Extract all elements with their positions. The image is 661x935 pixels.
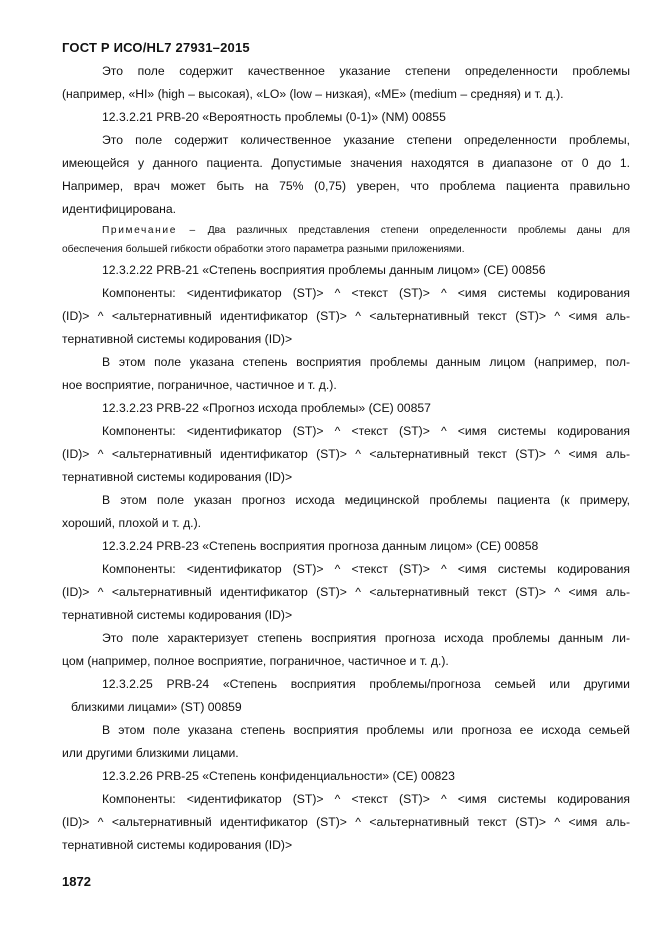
text-line: хороший, плохой и т. д.). — [62, 516, 202, 530]
text-line: 12.3.2.26 PRB-25 «Степень конфиденциальности» (CE) 00823 — [102, 769, 455, 783]
text-line: 12.3.2.25 PRB-24 «Степень восприятия проблемы/прогноза семьей или другими — [102, 677, 630, 691]
text-line: Это поле содержит количественное указание степени определенности проблемы, — [102, 133, 630, 147]
document-header: ГОСТ Р ИСО/HL7 27931–2015 — [62, 40, 250, 55]
text-line: тернативной системы кодирования (ID)> — [62, 470, 293, 484]
text-line: (ID)> ^ <альтернативный идентификатор (ST)> ^ <альтернативный текст (ST)> ^ <имя аль- — [62, 309, 630, 323]
note-text: Два различных представления степени определенности проблемы даны для — [207, 225, 630, 236]
text-line: или другими близкими лицами. — [62, 746, 239, 760]
text-line: Это поле характеризует степень восприятия прогноза исхода проблемы данным ли- — [102, 631, 630, 645]
text-line: (ID)> ^ <альтернативный идентификатор (ST)> ^ <альтернативный текст (ST)> ^ <имя аль- — [62, 815, 630, 829]
text-line: 12.3.2.21 PRB-20 «Вероятность проблемы (0-1)» (NM) 00855 — [102, 110, 446, 124]
text-line: 12.3.2.24 PRB-23 «Степень восприятия прогноза данным лицом» (CE) 00858 — [102, 539, 539, 553]
text-line: идентифицирована. — [62, 202, 177, 216]
text-line: цом (например, полное восприятие, пограничное, частичное и т. д.). — [62, 654, 449, 668]
page-number: 1872 — [62, 874, 91, 889]
text-line: В этом поле указан прогноз исхода медицинской проблемы пациента (к примеру, — [102, 493, 630, 507]
text-line: тернативной системы кодирования (ID)> — [62, 838, 293, 852]
text-line: Компоненты: <идентификатор (ST)> ^ <текст (ST)> ^ <имя системы кодирования — [102, 424, 630, 438]
text-line: Например, врач может быть на 75% (0,75) уверен, что проблема пациента правильно — [62, 179, 630, 193]
text-line: обеспечения большей гибкости обработки этого параметра разными приложениями. — [62, 244, 465, 255]
text-line: (например, «HI» (high – высокая), «LO» (low – низкая), «ME» (medium – средняя) и т. д.). — [62, 87, 564, 101]
text-line: близкими лицами» (ST) 00859 — [71, 700, 242, 714]
text-line: тернативной системы кодирования (ID)> — [62, 332, 293, 346]
text-line: Это поле содержит качественное указание степени определенности проблемы — [102, 64, 630, 78]
text-line: Компоненты: <идентификатор (ST)> ^ <текст (ST)> ^ <имя системы кодирования — [102, 286, 630, 300]
text-line: В этом поле указана степень восприятия проблемы или прогноза ее исхода семьей — [102, 723, 630, 737]
text-line: Компоненты: <идентификатор (ST)> ^ <текст (ST)> ^ <имя системы кодирования — [102, 562, 630, 576]
text-line: имеющейся у данного пациента. Допустимые значения находятся в диапазоне от 0 до 1. — [62, 156, 630, 170]
note-line — [62, 221, 630, 240]
text-line: В этом поле указана степень восприятия проблемы данным лицом (например, пол- — [102, 355, 630, 369]
text-line: (ID)> ^ <альтернативный идентификатор (ST)> ^ <альтернативный текст (ST)> ^ <имя аль- — [62, 447, 630, 461]
text-line: ное восприятие, пограничное, частичное и т. д.). — [62, 378, 337, 392]
document-body — [62, 60, 630, 857]
note-label: Примечание – — [102, 225, 197, 236]
text-line: 12.3.2.23 PRB-22 «Прогноз исхода проблемы» (CE) 00857 — [102, 401, 431, 415]
text-line: 12.3.2.22 PRB-21 «Степень восприятия проблемы данным лицом» (CE) 00856 — [102, 263, 546, 277]
text-line: (ID)> ^ <альтернативный идентификатор (ST)> ^ <альтернативный текст (ST)> ^ <имя аль- — [62, 585, 630, 599]
text-line: Компоненты: <идентификатор (ST)> ^ <текст (ST)> ^ <имя системы кодирования — [102, 792, 630, 806]
text-line: тернативной системы кодирования (ID)> — [62, 608, 293, 622]
